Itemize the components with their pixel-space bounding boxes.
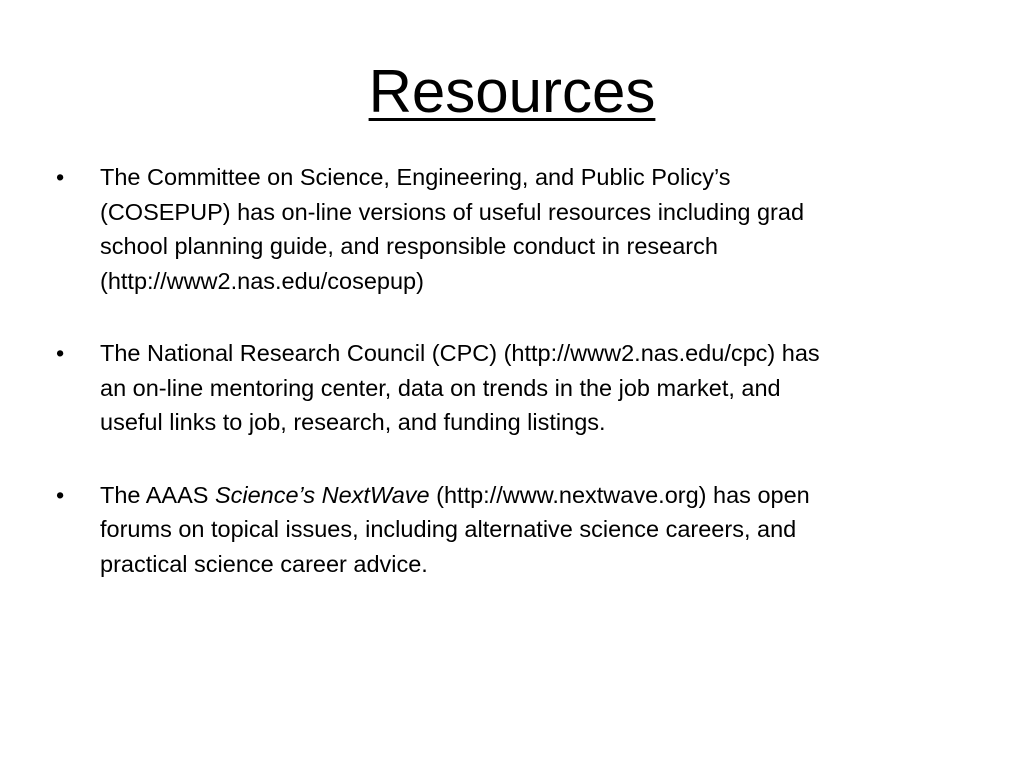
bullet-line: The National Research Council (CPC) (http://www2.nas.edu/cpc) has [100, 340, 820, 366]
bullet-item-cosepup [56, 160, 986, 298]
bullet-line: school planning guide, and responsible conduct in research [100, 233, 718, 259]
bullet-line: an on-line mentoring center, data on trends in the job market, and [100, 374, 781, 401]
bullet-marker: • [56, 164, 65, 190]
bullet-line: (http://www2.nas.edu/cosepup) [100, 267, 424, 294]
bullet-line: useful links to job, research, and funding listings. [100, 409, 606, 435]
bullet-line-start: The AAAS [100, 481, 215, 508]
bullet-line: forums on topical issues, including alternative science careers, and [100, 516, 797, 542]
bullet-line: The Committee on Science, Engineering, and Public Policy’s [100, 164, 731, 190]
bullet-item-aaas [56, 478, 986, 582]
bullet-line: (COSEPUP) has on-line versions of useful resources including grad [100, 198, 805, 225]
bullet-line-end: (http://www.nextwave.org) has open [429, 481, 810, 508]
nextwave-title: Science’s NextWave [214, 481, 430, 508]
bullet-item-nrc [56, 336, 986, 440]
bullet-text [100, 478, 986, 582]
bullet-text [100, 336, 986, 440]
bullet-list [56, 160, 986, 619]
slide-title-text: Resources [368, 58, 656, 125]
bullet-marker: • [56, 481, 65, 508]
bullet-marker: • [56, 340, 65, 366]
bullet-text [100, 160, 986, 298]
bullet-line: practical science career advice. [100, 550, 428, 577]
slide-title [0, 54, 1024, 130]
